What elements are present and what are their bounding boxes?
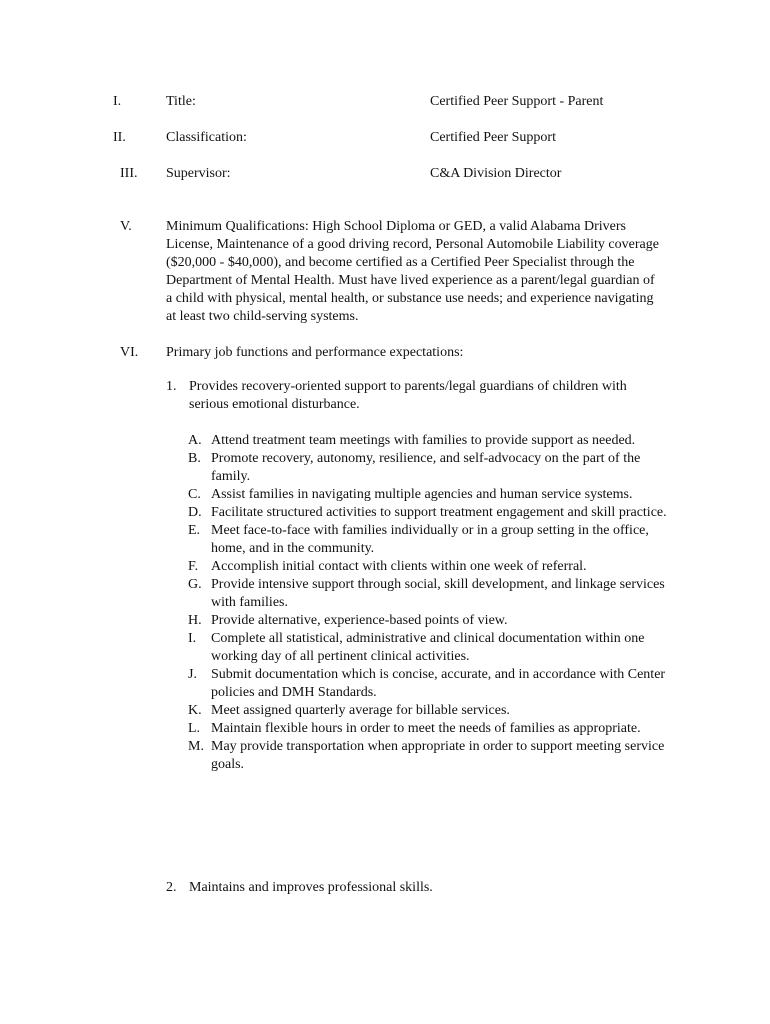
subitem-text: Provide alternative, experience-based points of view. <box>211 613 508 628</box>
subitem-text: Attend treatment team meetings with families to provide support as needed. <box>211 433 636 448</box>
qualifications-numeral: V. <box>120 219 132 234</box>
functions-numeral: VI. <box>120 345 139 360</box>
subitem-text: Accomplish initial contact with clients within one week of referral. <box>211 559 587 574</box>
subitem-letter: A. <box>188 433 202 448</box>
subitem-text: Facilitate structured activities to support treatment engagement and skill practice. <box>211 505 667 520</box>
title-numeral: I. <box>113 94 122 109</box>
list-item <box>188 522 668 558</box>
list-item <box>188 486 668 504</box>
item-2-number: 2. <box>166 880 177 895</box>
supervisor-numeral: III. <box>120 166 138 181</box>
subitem-letter: H. <box>188 613 202 628</box>
subitem-letter: B. <box>188 451 201 466</box>
subitem-letter: K. <box>188 703 202 718</box>
classification-label: Classification: <box>166 130 247 145</box>
list-item <box>188 612 668 630</box>
list-item <box>188 504 668 522</box>
subitem-text: Complete all statistical, administrative and clinical documentation within one working day of all pertinent clinical activities. <box>211 631 645 664</box>
subitem-text: Maintain flexible hours in order to meet the needs of families as appropriate. <box>211 721 641 736</box>
subitem-text: May provide transportation when appropriate in order to support meeting service goals. <box>211 739 665 772</box>
supervisor-label: Supervisor: <box>166 166 231 181</box>
list-item <box>188 720 668 738</box>
classification-value: Certified Peer Support <box>430 130 556 145</box>
subitem-list <box>188 432 668 774</box>
subitem-letter: I. <box>188 631 197 646</box>
subitem-letter: C. <box>188 487 201 502</box>
subitem-text: Assist families in navigating multiple agencies and human service systems. <box>211 487 633 502</box>
list-item <box>188 558 668 576</box>
list-item <box>188 738 668 774</box>
subitem-letter: J. <box>188 667 197 682</box>
classification-numeral: II. <box>113 130 126 145</box>
supervisor-value: C&A Division Director <box>430 166 562 181</box>
list-item <box>188 576 668 612</box>
list-item <box>188 432 668 450</box>
qualifications-text: Minimum Qualifications: High School Diploma or GED, a valid Alabama Drivers License, Maintenance of a good driving record, Personal Automobile Liability coverage ($20,000 - $40,000), and become certified as a Certified Peer Specialist through the Department of Mental Health. Must have lived experience as a parent/legal guardian of a child with physical, mental health, or substance use needs; and experience navigating at least two child-serving systems. <box>166 219 659 324</box>
list-item <box>188 666 668 702</box>
subitem-text: Meet assigned quarterly average for billable services. <box>211 703 510 718</box>
subitem-letter: L. <box>188 721 201 736</box>
list-item <box>188 702 668 720</box>
subitem-text: Provide intensive support through social, skill development, and linkage services with families. <box>211 577 665 610</box>
subitem-letter: G. <box>188 577 202 592</box>
subitem-letter: D. <box>188 505 202 520</box>
title-value: Certified Peer Support - Parent <box>430 94 604 109</box>
list-item <box>188 630 668 666</box>
subitem-letter: E. <box>188 523 201 538</box>
item-1-text: Provides recovery-oriented support to parents/legal guardians of children with serious emotional disturbance. <box>189 379 627 412</box>
subitem-text: Promote recovery, autonomy, resilience, and self-advocacy on the part of the family. <box>211 451 641 484</box>
item-1-number: 1. <box>166 379 177 394</box>
functions-heading: Primary job functions and performance expectations: <box>166 345 464 360</box>
item-2-text: Maintains and improves professional skills. <box>189 880 433 895</box>
title-label: Title: <box>166 94 196 109</box>
list-item <box>188 450 668 486</box>
subitem-letter: F. <box>188 559 199 574</box>
subitem-text: Submit documentation which is concise, accurate, and in accordance with Center policies and DMH Standards. <box>211 667 666 700</box>
subitem-text: Meet face-to-face with families individually or in a group setting in the office, home, and in the community. <box>211 523 649 556</box>
subitem-letter: M. <box>188 739 204 754</box>
